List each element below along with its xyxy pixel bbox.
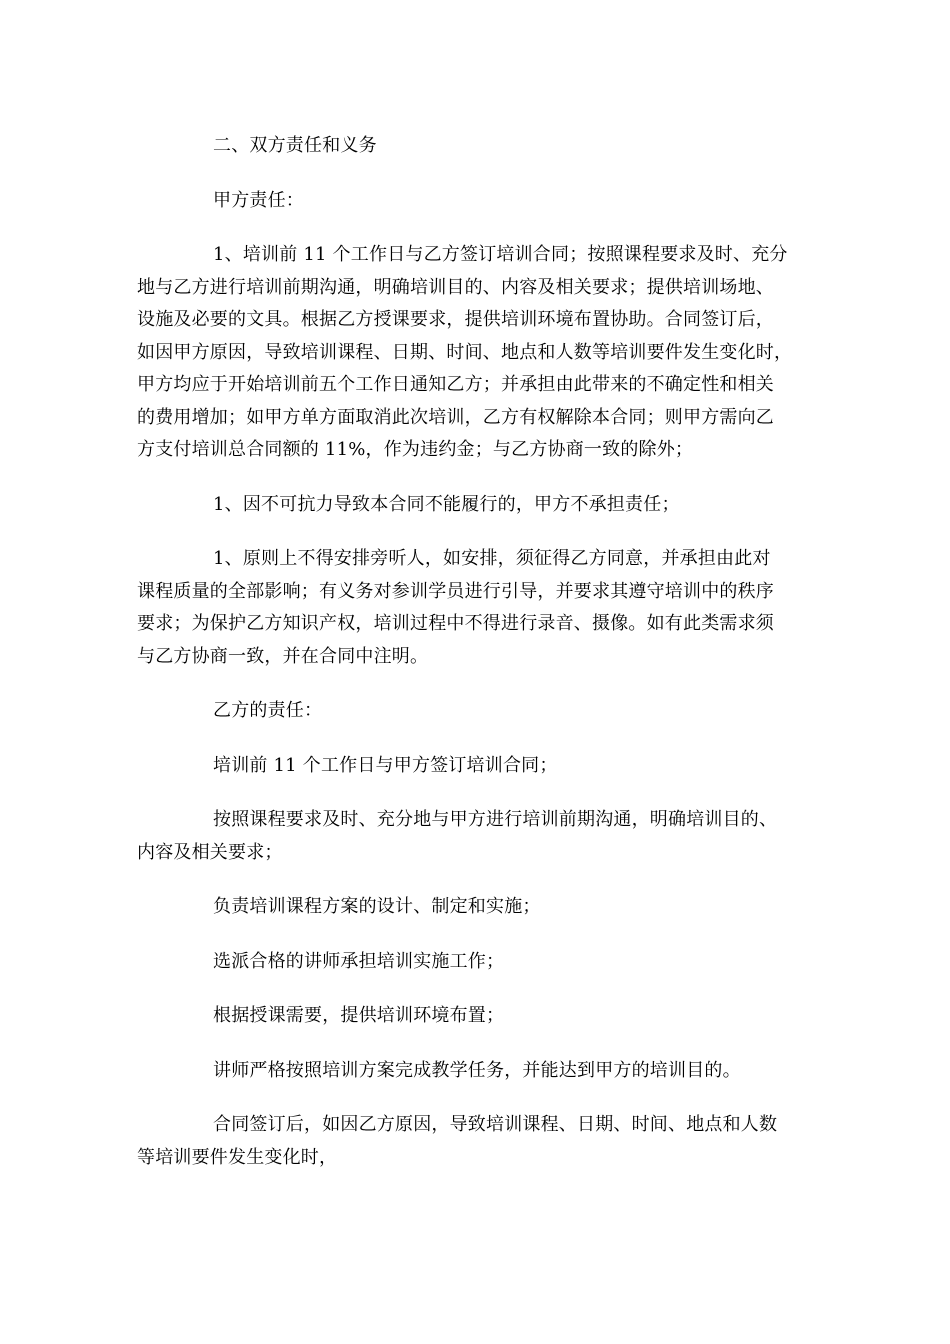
paragraph-4 — [137, 543, 817, 673]
paragraph-3 — [137, 489, 817, 522]
paragraph-10 — [137, 1000, 817, 1033]
text-line: 设施及必要的文具。根据乙方授课要求，提供培训环境布置协助。合同签订后， — [137, 309, 774, 330]
text-line: 讲师严格按照培训方案完成教学任务，并能达到甲方的培训目的。 — [213, 1059, 741, 1081]
text-line: 1、因不可抗力导致本合同不能履行的，甲方不承担责任； — [213, 493, 680, 515]
text-line: 的费用增加；如甲方单方面取消此次培训，乙方有权解除本合同；则甲方需向乙 — [137, 406, 774, 428]
text-line: 方支付培训总合同额的 11%，作为违约金；与乙方协商一致的除外； — [137, 439, 694, 460]
paragraph-5 — [137, 695, 817, 728]
paragraph-2 — [137, 239, 817, 467]
text-line: 等培训要件发生变化时， — [137, 1146, 338, 1168]
paragraph-11 — [137, 1055, 817, 1088]
text-line: 根据授课需要，提供培训环境布置； — [213, 1005, 505, 1026]
text-line: 要求；为保护乙方知识产权，培训过程中不得进行录音、摄像。如有此类需求须 — [137, 613, 774, 634]
paragraph-9 — [137, 946, 817, 979]
paragraph-7 — [137, 804, 817, 869]
text-line: 如因甲方原因，导致培训课程、日期、时间、地点和人数等培训要件发生变化时， — [137, 341, 793, 363]
text-line: 课程质量的全部影响；有义务对参训学员进行引导，并要求其遵守培训中的秩序 — [137, 580, 774, 602]
text-line: 与乙方协商一致，并在合同中注明。 — [137, 645, 429, 667]
text-line: 甲方责任： — [213, 189, 304, 211]
text-line: 内容及相关要求； — [137, 841, 283, 863]
text-line: 二、双方责任和义务 — [213, 135, 377, 156]
text-line: 乙方的责任： — [213, 700, 323, 721]
text-line: 培训前 11 个工作日与甲方签订培训合同； — [213, 754, 558, 776]
text-line: 甲方均应于开始培训前五个工作日通知乙方；并承担由此带来的不确定性和相关 — [137, 374, 774, 395]
paragraph-6 — [137, 750, 817, 783]
paragraph-12 — [137, 1109, 817, 1174]
document-page — [137, 130, 817, 1196]
paragraph-1 — [137, 185, 817, 218]
text-line: 地与乙方进行培训前期沟通，明确培训目的、内容及相关要求；提供培训场地、 — [137, 276, 774, 298]
text-line: 按照课程要求及时、充分地与甲方进行培训前期沟通，明确培训目的、 — [213, 809, 778, 830]
text-line: 负责培训课程方案的设计、制定和实施； — [213, 896, 541, 917]
text-line: 合同签订后，如因乙方原因，导致培训课程、日期、时间、地点和人数 — [213, 1114, 778, 1135]
text-line: 1、原则上不得安排旁听人，如安排，须征得乙方同意，并承担由此对 — [213, 548, 771, 569]
paragraph-8 — [137, 891, 817, 924]
text-line: 选派合格的讲师承担培训实施工作； — [213, 950, 505, 972]
text-line: 1、培训前 11 个工作日与乙方签订培训合同；按照课程要求及时、充分 — [213, 244, 788, 265]
paragraph-0 — [137, 130, 817, 163]
